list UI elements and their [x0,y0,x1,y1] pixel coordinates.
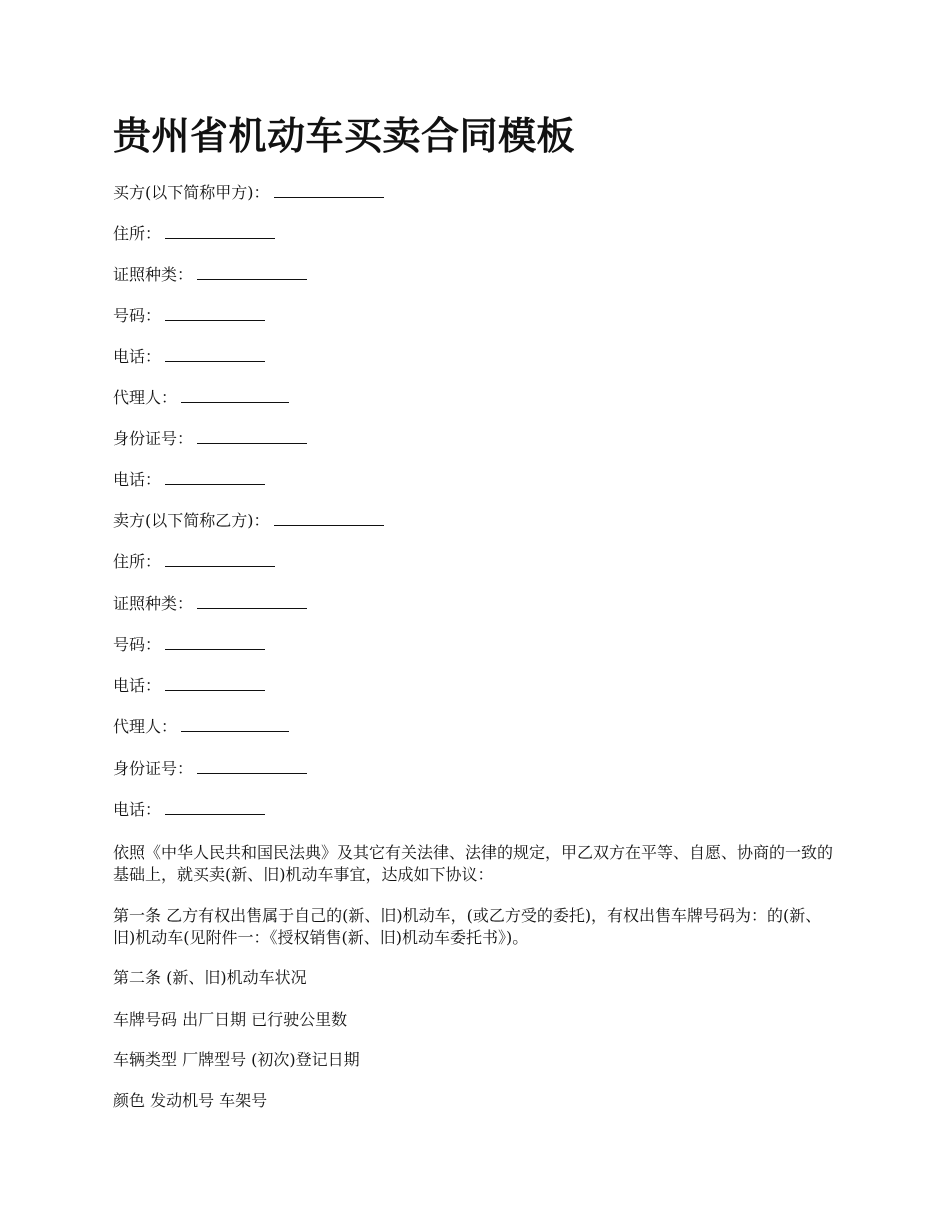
seller-address-label: 住所： [113,552,162,571]
buyer-agent-phone-label: 电话： [113,470,162,489]
buyer-phone-field [113,346,265,368]
seller-agent-blank [181,717,289,732]
buyer-agent-phone-blank [165,470,265,485]
seller-number-blank [165,635,265,650]
seller-agent-label: 代理人： [113,717,178,736]
seller-agent-phone-label: 电话： [113,800,162,819]
vehicle-row: 颜色 发动机号 车架号 [113,1091,268,1110]
seller-address-field [113,551,275,573]
article-2-heading: 第二条 (新、旧)机动车状况 [113,968,307,987]
seller-address-blank [165,552,275,567]
buyer-id-card-blank [197,429,307,444]
buyer-party-label: 买方(以下简称甲方)： [113,183,270,202]
seller-id-type-field [113,593,307,615]
buyer-agent-phone-field [113,469,265,491]
seller-id-type-label: 证照种类： [113,594,194,613]
buyer-id-type-field [113,264,307,286]
buyer-agent-blank [181,388,289,403]
buyer-id-card-label: 身份证号： [113,429,194,448]
seller-id-card-blank [197,759,307,774]
seller-agent-phone-field [113,799,265,821]
seller-phone-field [113,675,265,697]
buyer-number-label: 号码： [113,306,162,325]
seller-party-field [113,510,384,532]
document-title: 贵州省机动车买卖合同模板 [113,114,576,158]
seller-agent-phone-blank [165,800,265,815]
seller-party-label: 卖方(以下简称乙方)： [113,511,270,530]
article-1-paragraph: 第一条 乙方有权出售属于自己的(新、旧)机动车，(或乙方受的委托)，有权出售车牌号码为：的(新、旧)机动车(见附件一：《授权销售(新、旧)机动车委托书》)。 [113,906,822,947]
seller-phone-blank [165,676,265,691]
seller-number-label: 号码： [113,635,162,654]
buyer-address-blank [165,224,275,239]
buyer-address-label: 住所： [113,224,162,243]
buyer-number-field [113,305,265,327]
buyer-agent-field [113,387,289,409]
buyer-agent-label: 代理人： [113,388,178,407]
buyer-party-blank [274,183,384,198]
seller-party-blank [274,511,384,526]
seller-id-card-label: 身份证号： [113,759,194,778]
buyer-id-type-blank [197,265,307,280]
vehicle-row: 车牌号码 出厂日期 已行驶公里数 [113,1010,348,1029]
buyer-id-card-field [113,428,307,450]
buyer-phone-blank [165,347,265,362]
buyer-address-field [113,223,275,245]
buyer-id-type-label: 证照种类： [113,265,194,284]
seller-id-type-blank [197,594,307,609]
buyer-party-field [113,182,384,204]
buyer-phone-label: 电话： [113,347,162,366]
vehicle-row: 车辆类型 厂牌型号 (初次)登记日期 [113,1050,360,1069]
buyer-number-blank [165,306,265,321]
seller-number-field [113,634,265,656]
seller-phone-label: 电话： [113,676,162,695]
seller-id-card-field [113,758,307,780]
preamble-paragraph: 依照《中华人民共和国民法典》及其它有关法律、法律的规定，甲乙双方在平等、自愿、协商的一致的基础上，就买卖(新、旧)机动车事宜，达成如下协议： [113,843,834,884]
seller-agent-field [113,716,289,738]
